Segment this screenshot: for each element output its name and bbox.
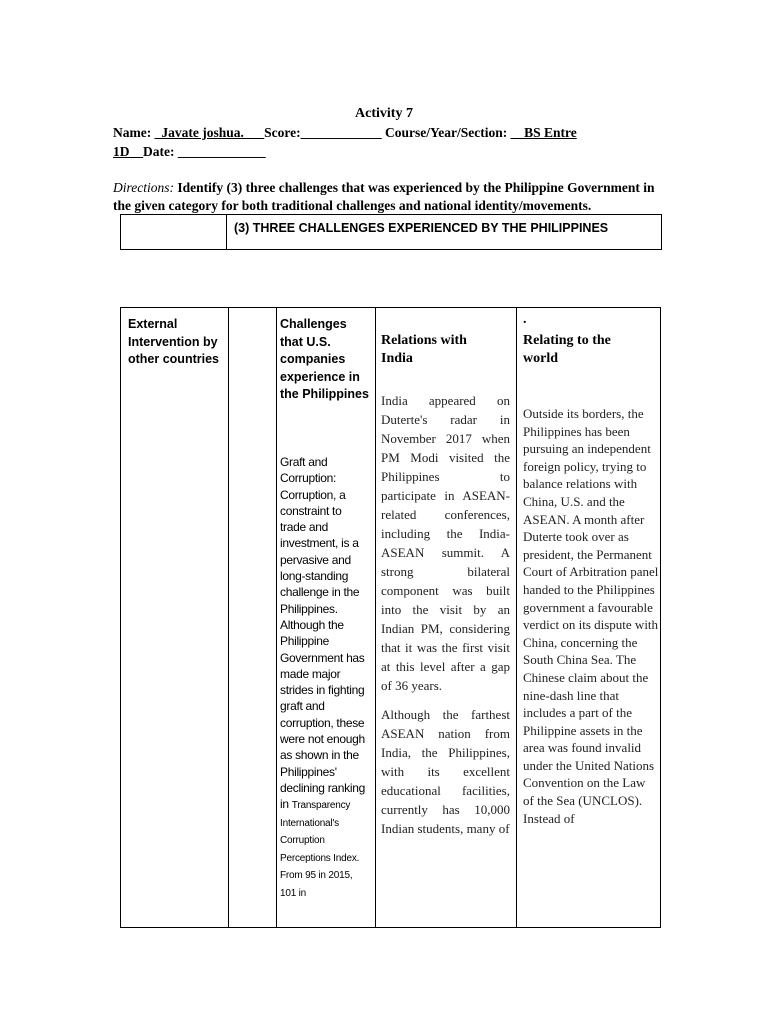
date-blank: _____________ <box>177 144 266 159</box>
category-label: External Intervention by other countries <box>128 317 219 366</box>
india-relations-heading: Relations with India <box>381 333 467 366</box>
score-label: Score: <box>264 125 301 140</box>
challenges-table <box>120 307 661 928</box>
spacer-column <box>228 308 276 927</box>
name-score-course-line <box>113 125 577 141</box>
course-value: __BS Entre <box>510 125 577 140</box>
column-dot: . <box>523 312 527 327</box>
challenges-header-table <box>120 214 662 250</box>
world-relations-text: Outside its borders, the Philippines has been pursuing an independent foreign policy, trying to balance relations with China, U.S. and the ASEAN. A month after Duterte took over as president, the Permanent Court of Arbitration panel handed to the Philippines government a favourable verdict on its dispute with China, concerning the South China Sea. The Chinese claim about the nine-dash line that includes a part of the Philippine assets in the area was found invalid under the United Nations Convention on the Law of the Sea (UNCLOS). Instead of <box>523 406 659 826</box>
directions-label: Directions: <box>113 180 174 195</box>
india-paragraph-1: India appeared on Duterte's radar in November 2017 when PM Modi visited the Philippines to participate in ASEAN-related conferences, including the India-ASEAN summit. A strong bilateral component was built into the visit by an Indian PM, considering that it was the first visit at this level after a gap of 36 years. <box>381 393 510 693</box>
date-label: Date: <box>143 144 178 159</box>
india-paragraph-2: Although the farthest ASEAN nation from India, the Philippines, with its excellent educational facilities, currently has 10,000 Indian students, many of <box>381 707 510 836</box>
us-companies-text: Graft and Corruption: Corruption, a constraint to trade and investment, is a pervasive and long-standing challenge in the Philippines. Although the Philippine Government has made major strides in fighting graft and corruption, these were not enough as shown in the Philippines' declining ranking in Transparency International's Corruption Perceptions Index. From 95 in 2015, 101 in <box>280 455 365 899</box>
score-blank: ____________ <box>300 125 382 140</box>
india-relations-column <box>375 308 516 927</box>
header-heading: (3) THREE CHALLENGES EXPERIENCED BY THE PHILIPPINES <box>234 221 609 235</box>
activity-title: Activity 7 <box>355 106 413 121</box>
world-relations-heading: Relating to the world <box>523 333 611 366</box>
india-relations-text <box>381 391 510 848</box>
section-value: 1D__ <box>113 144 143 159</box>
directions-text: Identify (3) three challenges that was experienced by the Philippine Government in the given category for both traditional challenges and national identity/movements. <box>113 180 655 213</box>
world-relations-column <box>516 308 660 927</box>
category-column <box>121 308 228 927</box>
directions <box>113 179 673 215</box>
transparency-index-text: Transparency International's Corruption Perceptions Index. <box>280 800 360 864</box>
name-value: _Javate joshua.___ <box>154 125 265 140</box>
section-date-line <box>113 144 266 160</box>
course-label: Course/Year/Section: <box>381 125 511 140</box>
header-empty-cell <box>121 215 227 249</box>
us-companies-heading: Challenges that U.S. companies experience in the Philippines <box>280 317 369 401</box>
name-label: Name: <box>113 125 155 140</box>
us-companies-column <box>276 308 375 927</box>
